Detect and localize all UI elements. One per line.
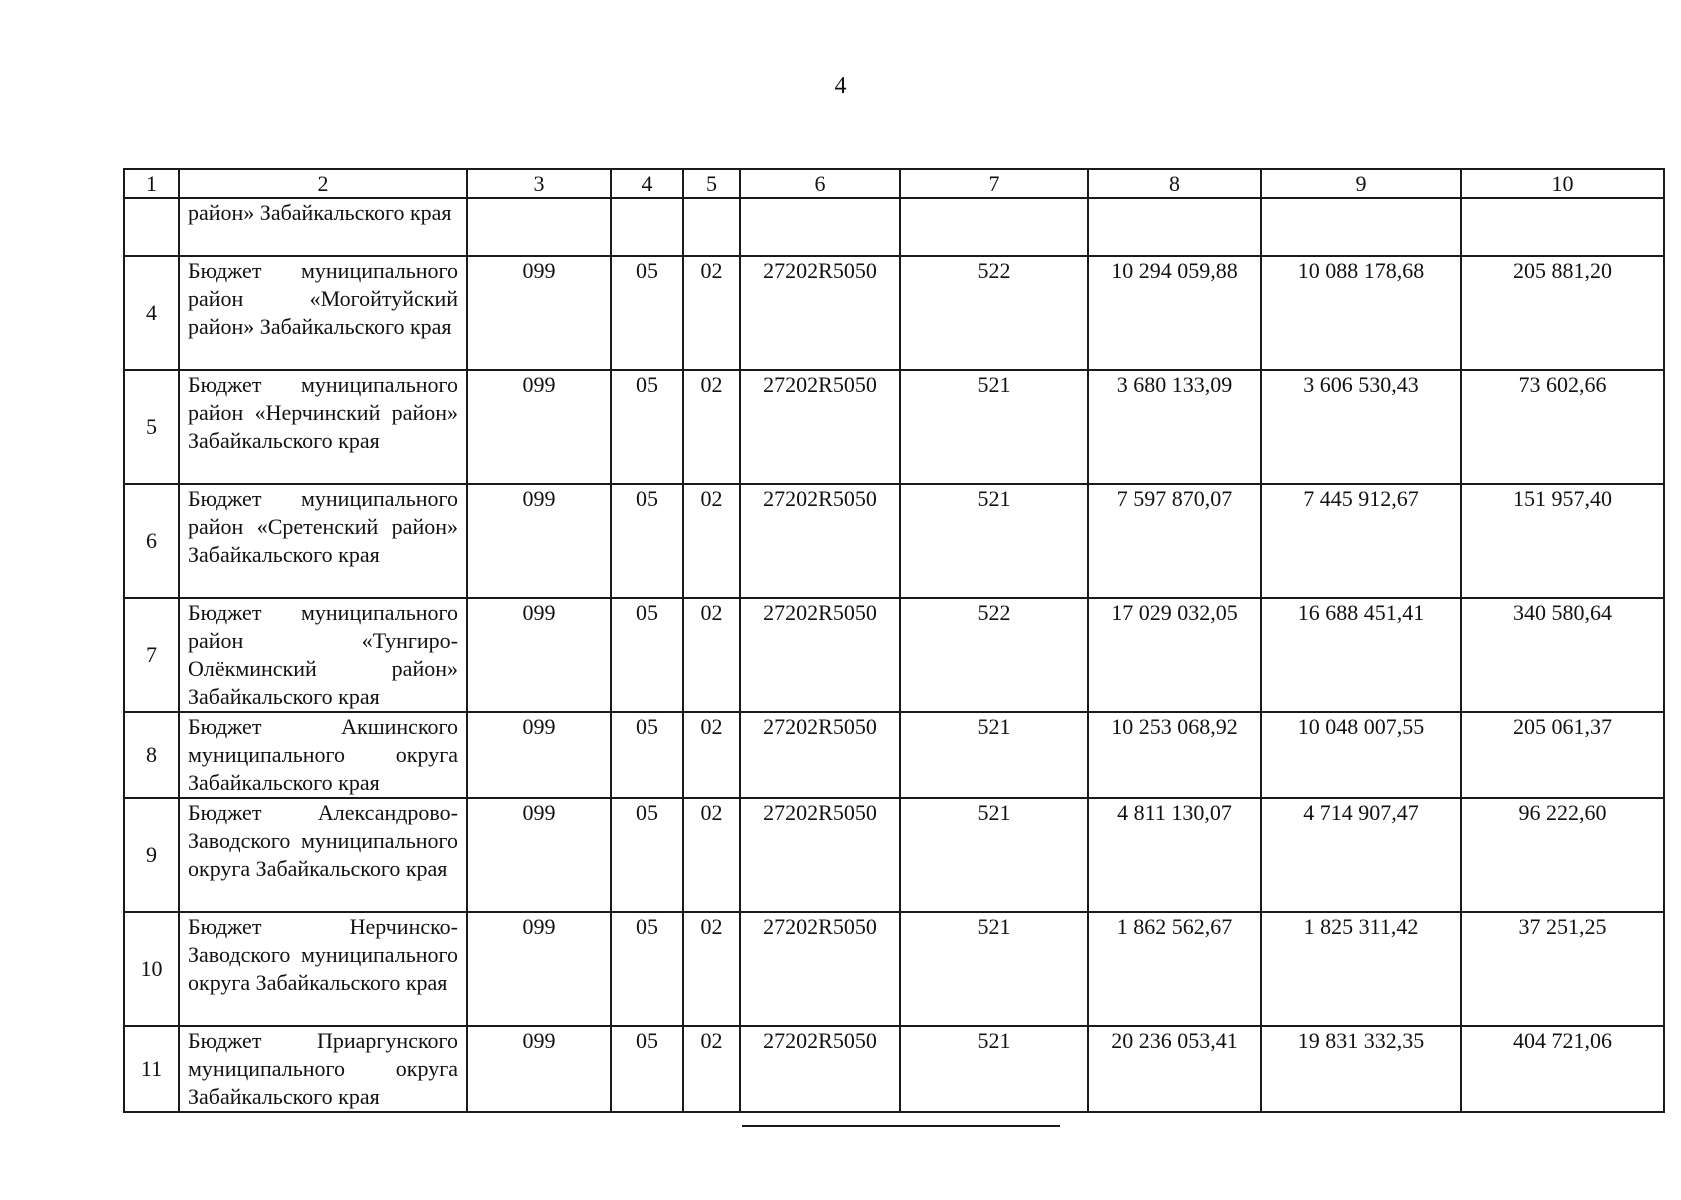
target-article-code: 27202R5050	[740, 484, 900, 598]
row-number: 11	[124, 1026, 179, 1112]
table-row	[124, 370, 1664, 484]
admin-code: 099	[467, 798, 611, 912]
admin-code: 099	[467, 370, 611, 484]
page-number: 4	[834, 73, 847, 99]
subsection-code: 02	[683, 370, 740, 484]
row-number	[124, 198, 179, 256]
amount-federal: 19 831 332,35	[1261, 1026, 1461, 1112]
amount-total: 3 680 133,09	[1088, 370, 1261, 484]
subsection-code	[683, 198, 740, 256]
row-number: 8	[124, 712, 179, 798]
target-article-code: 27202R5050	[740, 370, 900, 484]
admin-code: 099	[467, 1026, 611, 1112]
subsection-code: 02	[683, 712, 740, 798]
admin-code: 099	[467, 256, 611, 370]
budget-name: Бюджет Акшинского муниципального округа Забайкальского края	[179, 712, 467, 798]
budget-table	[123, 168, 1665, 1113]
row-number: 9	[124, 798, 179, 912]
row-number: 4	[124, 256, 179, 370]
table-row	[124, 798, 1664, 912]
expense-type-code: 521	[900, 712, 1088, 798]
footer-separator-line	[742, 1125, 1060, 1127]
section-code: 05	[611, 1026, 683, 1112]
table-row	[124, 598, 1664, 712]
target-article-code: 27202R5050	[740, 798, 900, 912]
expense-type-code: 522	[900, 256, 1088, 370]
subsection-code: 02	[683, 798, 740, 912]
amount-total: 10 253 068,92	[1088, 712, 1261, 798]
amount-total: 17 029 032,05	[1088, 598, 1261, 712]
budget-name: Бюджет Приаргунского муниципального округа Забайкальского края	[179, 1026, 467, 1112]
target-article-code: 27202R5050	[740, 912, 900, 1026]
target-article-code: 27202R5050	[740, 598, 900, 712]
row-number: 5	[124, 370, 179, 484]
section-code: 05	[611, 484, 683, 598]
amount-regional: 205 881,20	[1461, 256, 1664, 370]
amount-regional: 340 580,64	[1461, 598, 1664, 712]
table-row	[124, 1026, 1664, 1112]
budget-name: Бюджет муниципального район «Тунгиро-Олёкминский район» Забайкальского края	[179, 598, 467, 712]
admin-code	[467, 198, 611, 256]
table-row	[124, 198, 1664, 256]
target-article-code: 27202R5050	[740, 1026, 900, 1112]
amount-total: 20 236 053,41	[1088, 1026, 1261, 1112]
header-row	[124, 169, 1664, 198]
amount-total	[1088, 198, 1261, 256]
expense-type-code: 521	[900, 912, 1088, 1026]
expense-type-code: 521	[900, 1026, 1088, 1112]
admin-code: 099	[467, 484, 611, 598]
amount-regional	[1461, 198, 1664, 256]
target-article-code	[740, 198, 900, 256]
section-code: 05	[611, 712, 683, 798]
column-header: 10	[1461, 169, 1664, 198]
table-row	[124, 256, 1664, 370]
subsection-code: 02	[683, 912, 740, 1026]
column-header: 3	[467, 169, 611, 198]
column-header: 2	[179, 169, 467, 198]
amount-federal: 10 088 178,68	[1261, 256, 1461, 370]
target-article-code: 27202R5050	[740, 256, 900, 370]
budget-name: Бюджет Нерчинско-Заводского муниципального округа Забайкальского края	[179, 912, 467, 1026]
subsection-code: 02	[683, 598, 740, 712]
amount-regional: 73 602,66	[1461, 370, 1664, 484]
subsection-code: 02	[683, 1026, 740, 1112]
section-code	[611, 198, 683, 256]
budget-name: Бюджет муниципального район «Сретенский район» Забайкальского края	[179, 484, 467, 598]
expense-type-code: 522	[900, 598, 1088, 712]
admin-code: 099	[467, 598, 611, 712]
amount-total: 10 294 059,88	[1088, 256, 1261, 370]
amount-regional: 151 957,40	[1461, 484, 1664, 598]
table-row	[124, 912, 1664, 1026]
amount-federal	[1261, 198, 1461, 256]
column-header: 7	[900, 169, 1088, 198]
section-code: 05	[611, 370, 683, 484]
admin-code: 099	[467, 712, 611, 798]
amount-regional: 37 251,25	[1461, 912, 1664, 1026]
amount-federal: 4 714 907,47	[1261, 798, 1461, 912]
amount-regional: 96 222,60	[1461, 798, 1664, 912]
amount-federal: 1 825 311,42	[1261, 912, 1461, 1026]
expense-type-code: 521	[900, 798, 1088, 912]
column-header: 1	[124, 169, 179, 198]
expense-type-code: 521	[900, 484, 1088, 598]
row-number: 7	[124, 598, 179, 712]
budget-name: район» Забайкальского края	[179, 198, 467, 256]
amount-federal: 10 048 007,55	[1261, 712, 1461, 798]
section-code: 05	[611, 912, 683, 1026]
subsection-code: 02	[683, 484, 740, 598]
target-article-code: 27202R5050	[740, 712, 900, 798]
section-code: 05	[611, 798, 683, 912]
amount-regional: 205 061,37	[1461, 712, 1664, 798]
section-code: 05	[611, 598, 683, 712]
table-row	[124, 712, 1664, 798]
budget-name: Бюджет Александрово-Заводского муниципального округа Забайкальского края	[179, 798, 467, 912]
budget-name: Бюджет муниципального район «Нерчинский район» Забайкальского края	[179, 370, 467, 484]
admin-code: 099	[467, 912, 611, 1026]
expense-type-code: 521	[900, 370, 1088, 484]
column-header: 8	[1088, 169, 1261, 198]
row-number: 6	[124, 484, 179, 598]
table-row	[124, 484, 1664, 598]
column-header: 4	[611, 169, 683, 198]
column-header: 6	[740, 169, 900, 198]
budget-name: Бюджет муниципального район «Могойтуйский район» Забайкальского края	[179, 256, 467, 370]
subsection-code: 02	[683, 256, 740, 370]
amount-regional: 404 721,06	[1461, 1026, 1664, 1112]
row-number: 10	[124, 912, 179, 1026]
column-header: 5	[683, 169, 740, 198]
amount-total: 1 862 562,67	[1088, 912, 1261, 1026]
amount-federal: 16 688 451,41	[1261, 598, 1461, 712]
column-header: 9	[1261, 169, 1461, 198]
section-code: 05	[611, 256, 683, 370]
amount-total: 7 597 870,07	[1088, 484, 1261, 598]
amount-total: 4 811 130,07	[1088, 798, 1261, 912]
amount-federal: 3 606 530,43	[1261, 370, 1461, 484]
expense-type-code	[900, 198, 1088, 256]
amount-federal: 7 445 912,67	[1261, 484, 1461, 598]
